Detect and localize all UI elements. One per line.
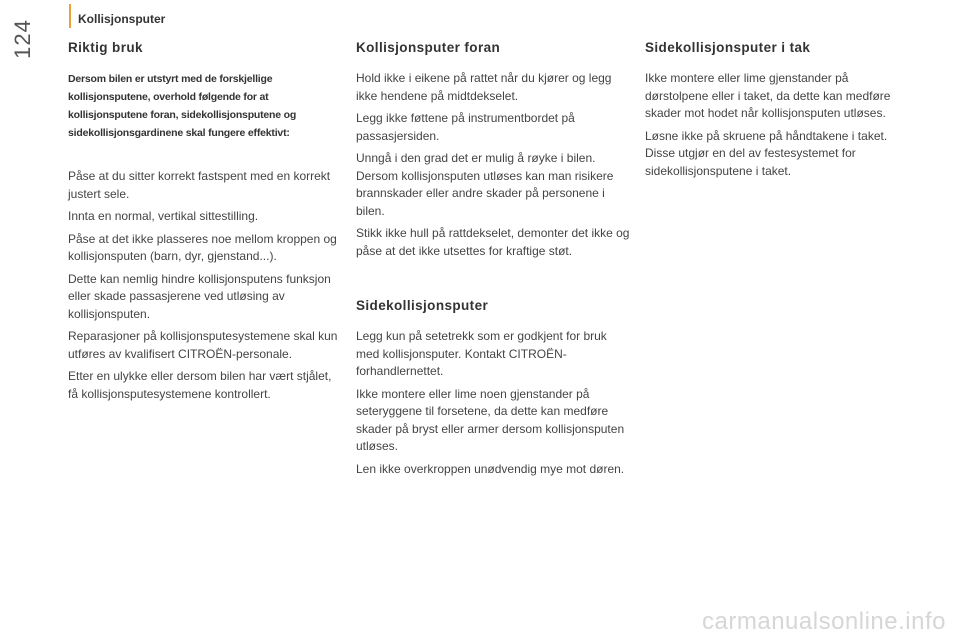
column-kollisjonsputer-foran bbox=[356, 40, 631, 483]
body-paragraph: Stikk ikke hull på rattdekselet, demonter det ikke og påse at det ikke utsettes for kraftige støt. bbox=[356, 226, 630, 258]
body-paragraph: Unngå i den grad det er mulig å røyke i bilen. Dersom kollisjonsputen utløses kan man risikere brannskader eller andre skader på personene i bilen. bbox=[356, 151, 614, 218]
body-paragraph: Dette kan nemlig hindre kollisjonsputens funksjon eller skade passasjerene ved utløsing av kollisjonsputen. bbox=[68, 271, 331, 321]
heading-sidekollisjonsputer: Sidekollisjonsputer bbox=[356, 298, 489, 313]
body-paragraph: Påse at det ikke plasseres noe mellom kroppen og kollisjonsputen (barn, dyr, gjenstand...). bbox=[68, 231, 337, 263]
section-accent-bar bbox=[69, 4, 71, 28]
body-paragraph: Etter en ulykke eller dersom bilen har vært stjålet, få kollisjonsputesystemene kontrollert. bbox=[68, 369, 332, 401]
page-number: 124 bbox=[10, 19, 35, 59]
column-riktig-bruk bbox=[68, 40, 343, 408]
heading-sidekollisjonsputer-i-tak: Sidekollisjonsputer i tak bbox=[645, 40, 811, 55]
section-title: Kollisjonsputer bbox=[78, 12, 166, 26]
body-paragraph: Innta en normal, vertikal sittestilling. bbox=[68, 209, 259, 223]
body-paragraph: Len ikke overkroppen unødvendig mye mot døren. bbox=[356, 461, 625, 476]
body-paragraph: Påse at du sitter korrekt fastspent med en korrekt justert sele. bbox=[68, 169, 331, 201]
heading-riktig-bruk: Riktig bruk bbox=[68, 40, 143, 55]
heading-kollisjonsputer-foran: Kollisjonsputer foran bbox=[356, 40, 501, 55]
body-paragraph: Hold ikke i eikene på rattet når du kjører og legg ikke hendene på midtdekselet. bbox=[356, 71, 612, 103]
body-paragraph: Løsne ikke på skruene på håndtakene i taket. Disse utgjør en del av festesystemet for sidekollisjonsputene i taket. bbox=[645, 128, 888, 178]
body-paragraph: Reparasjoner på kollisjonsputesystemene skal kun utføres av kvalifisert CITROËN-personale. bbox=[68, 329, 338, 361]
body-paragraph: Legg ikke føttene på instrumentbordet på passasjersiden. bbox=[356, 111, 575, 143]
body-paragraph: Ikke montere eller lime noen gjenstander på seteryggene til forsetene, da dette kan medføre skader på bryst eller armer dersom kollisjonsputen utløses. bbox=[356, 386, 625, 453]
column-sidekollisjonsputer-i-tak bbox=[645, 40, 915, 185]
watermark: carmanualsonline.info bbox=[702, 608, 946, 635]
section-spacer bbox=[356, 265, 631, 298]
lead-paragraph: Dersom bilen er utstyrt med de forskjellige kollisjonsputene, overhold følgende for at kollisjonsputene foran, sidekollisjonsputene og sidekollisjonsgardinene skal fungere effektivt: bbox=[68, 73, 297, 139]
body-paragraph: Legg kun på setetrekk som er godkjent for bruk med kollisjonsputer. Kontakt CITROËN-forhandlernettet. bbox=[356, 329, 607, 378]
body-paragraph: Ikke montere eller lime gjenstander på dørstolpene eller i taket, da dette kan medføre skader mot hodet når kollisjonsputen utløses. bbox=[645, 71, 891, 120]
